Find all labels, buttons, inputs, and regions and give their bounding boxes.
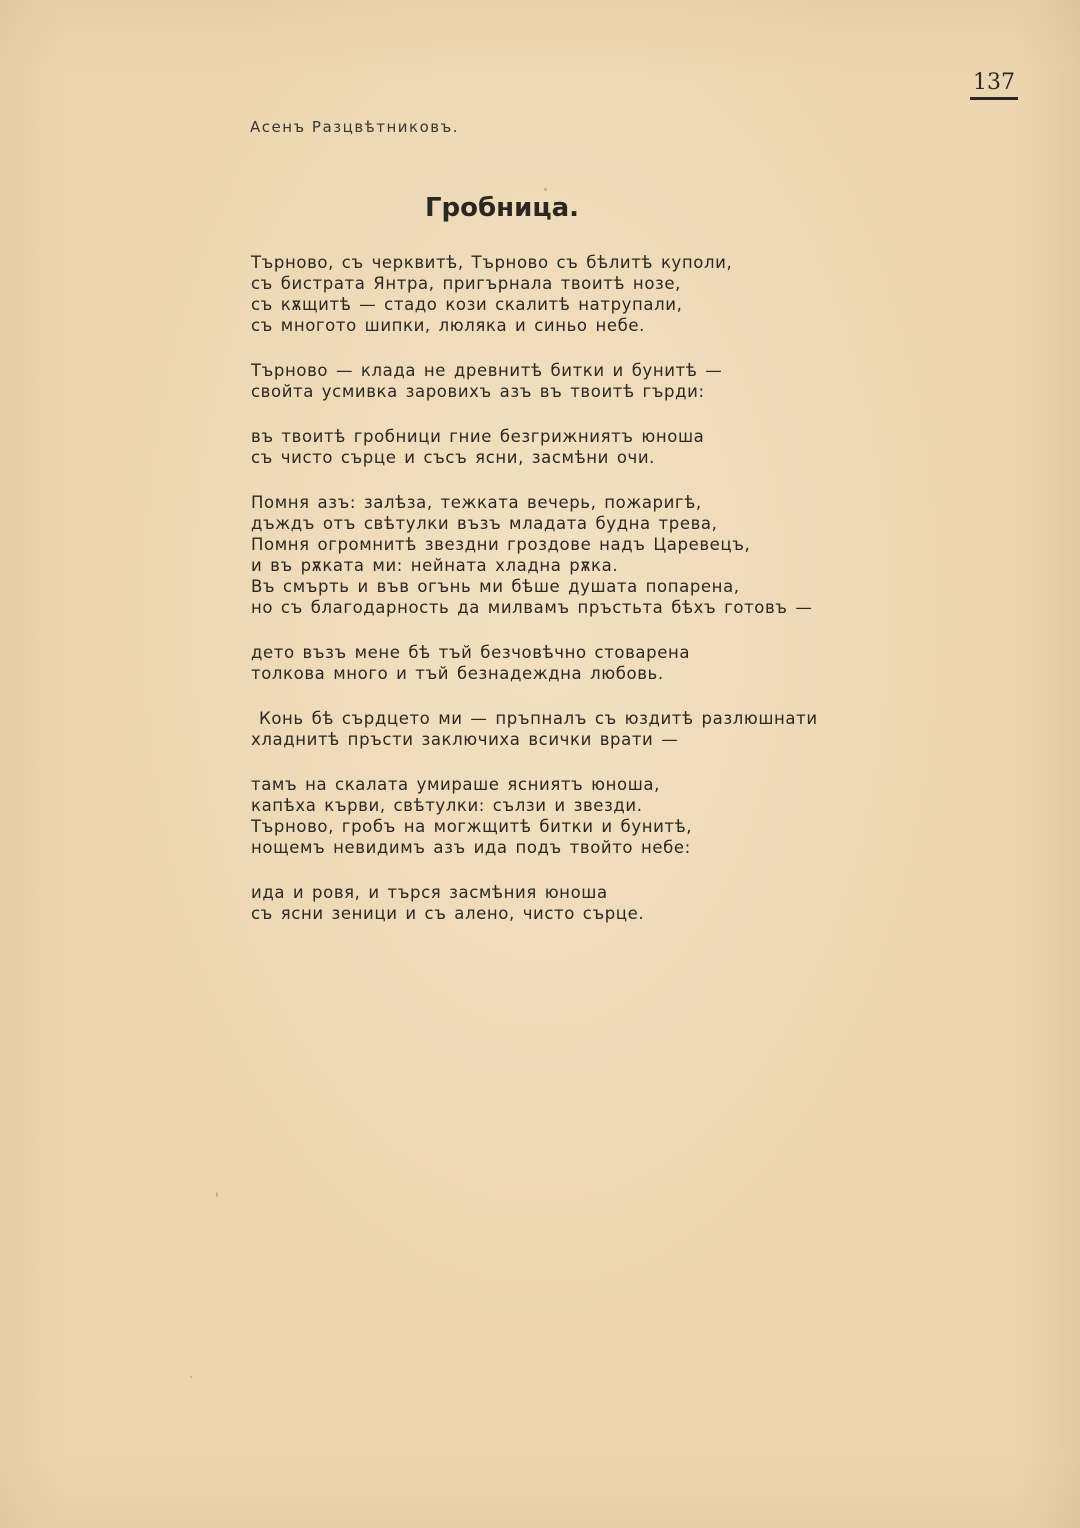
paper-speck bbox=[190, 1376, 192, 1378]
paper-speck bbox=[216, 1192, 218, 1197]
poem-line: съ ясни зеници и съ алено, чисто сърце. bbox=[251, 904, 645, 923]
stanza-3 bbox=[251, 426, 951, 468]
poem-title: Гробница. bbox=[424, 193, 580, 223]
stanza-2 bbox=[251, 360, 951, 402]
poem-body bbox=[251, 252, 951, 948]
poem-line: съ бистрата Янтра, пригърнала твоитѣ нозе, bbox=[251, 274, 681, 293]
poem-line: дъждъ отъ свѣтулки възъ младата будна трева, bbox=[251, 514, 718, 533]
stanza-5 bbox=[251, 642, 951, 684]
stanza-1 bbox=[251, 252, 951, 336]
poem-line: свойта усмивка заровихъ азъ въ твоитѣ гърди: bbox=[251, 382, 705, 401]
poem-line: хладнитѣ пръсти заключиха всички врати — bbox=[251, 730, 679, 749]
poem-line: нощемъ невидимъ азъ ида подъ твойто небе: bbox=[251, 838, 691, 857]
poem-line: съ многото шипки, люляка и синьо небе. bbox=[251, 316, 645, 335]
poem-line: Помня азъ: залѣза, тежката вечерь, пожаригѣ, bbox=[251, 493, 702, 512]
poem-line: но съ благодарность да милвамъ пръстьта бѣхъ готовъ — bbox=[251, 598, 813, 617]
poem-line: Въ смърть и във огънь ми бѣше душата попарена, bbox=[251, 577, 740, 596]
poem-line: съ чисто сърце и съсъ ясни, засмѣни очи. bbox=[251, 448, 656, 467]
poem-line: и въ рѫката ми: нейната хладна рѫка. bbox=[251, 556, 619, 575]
poem-line: ида и ровя, и търся засмѣния юноша bbox=[251, 883, 608, 902]
poem-line: дето възъ мене бѣ тъй безчовѣчно стоварена bbox=[251, 643, 691, 662]
poem-line: тамъ на скалата умираше ясниятъ юноша, bbox=[251, 775, 660, 794]
paper-speck bbox=[544, 188, 547, 191]
poem-line: Помня огромнитѣ звездни гроздове надъ Царевецъ, bbox=[251, 535, 751, 554]
author-name: Асенъ Разцвѣтниковъ. bbox=[250, 118, 459, 136]
stanza-8 bbox=[251, 882, 951, 924]
poem-line: съ кѫщитѣ — стадо кози скалитѣ натрупали, bbox=[251, 295, 683, 314]
poem-line: Търново — клада не древнитѣ битки и бунитѣ — bbox=[251, 361, 723, 380]
poem-line: капѣха кърви, свѣтулки: сълзи и звезди. bbox=[251, 796, 643, 815]
poem-line: Търново, съ черквитѣ, Търново съ бѣлитѣ куполи, bbox=[251, 253, 733, 272]
stanza-6 bbox=[251, 708, 951, 750]
poem-line: Търново, гробъ на могжщитѣ битки и бунитѣ, bbox=[251, 817, 693, 836]
page-number: 137 bbox=[970, 70, 1018, 100]
poem-line: Конь бѣ сърдцето ми — пръпналъ съ юздитѣ разлюшнати bbox=[259, 709, 818, 728]
stanza-7 bbox=[251, 774, 951, 858]
stanza-4 bbox=[251, 492, 951, 618]
poem-line: толкова много и тъй безнадеждна любовь. bbox=[251, 664, 664, 683]
poem-line: въ твоитѣ гробници гние безгрижниятъ юноша bbox=[251, 427, 705, 446]
